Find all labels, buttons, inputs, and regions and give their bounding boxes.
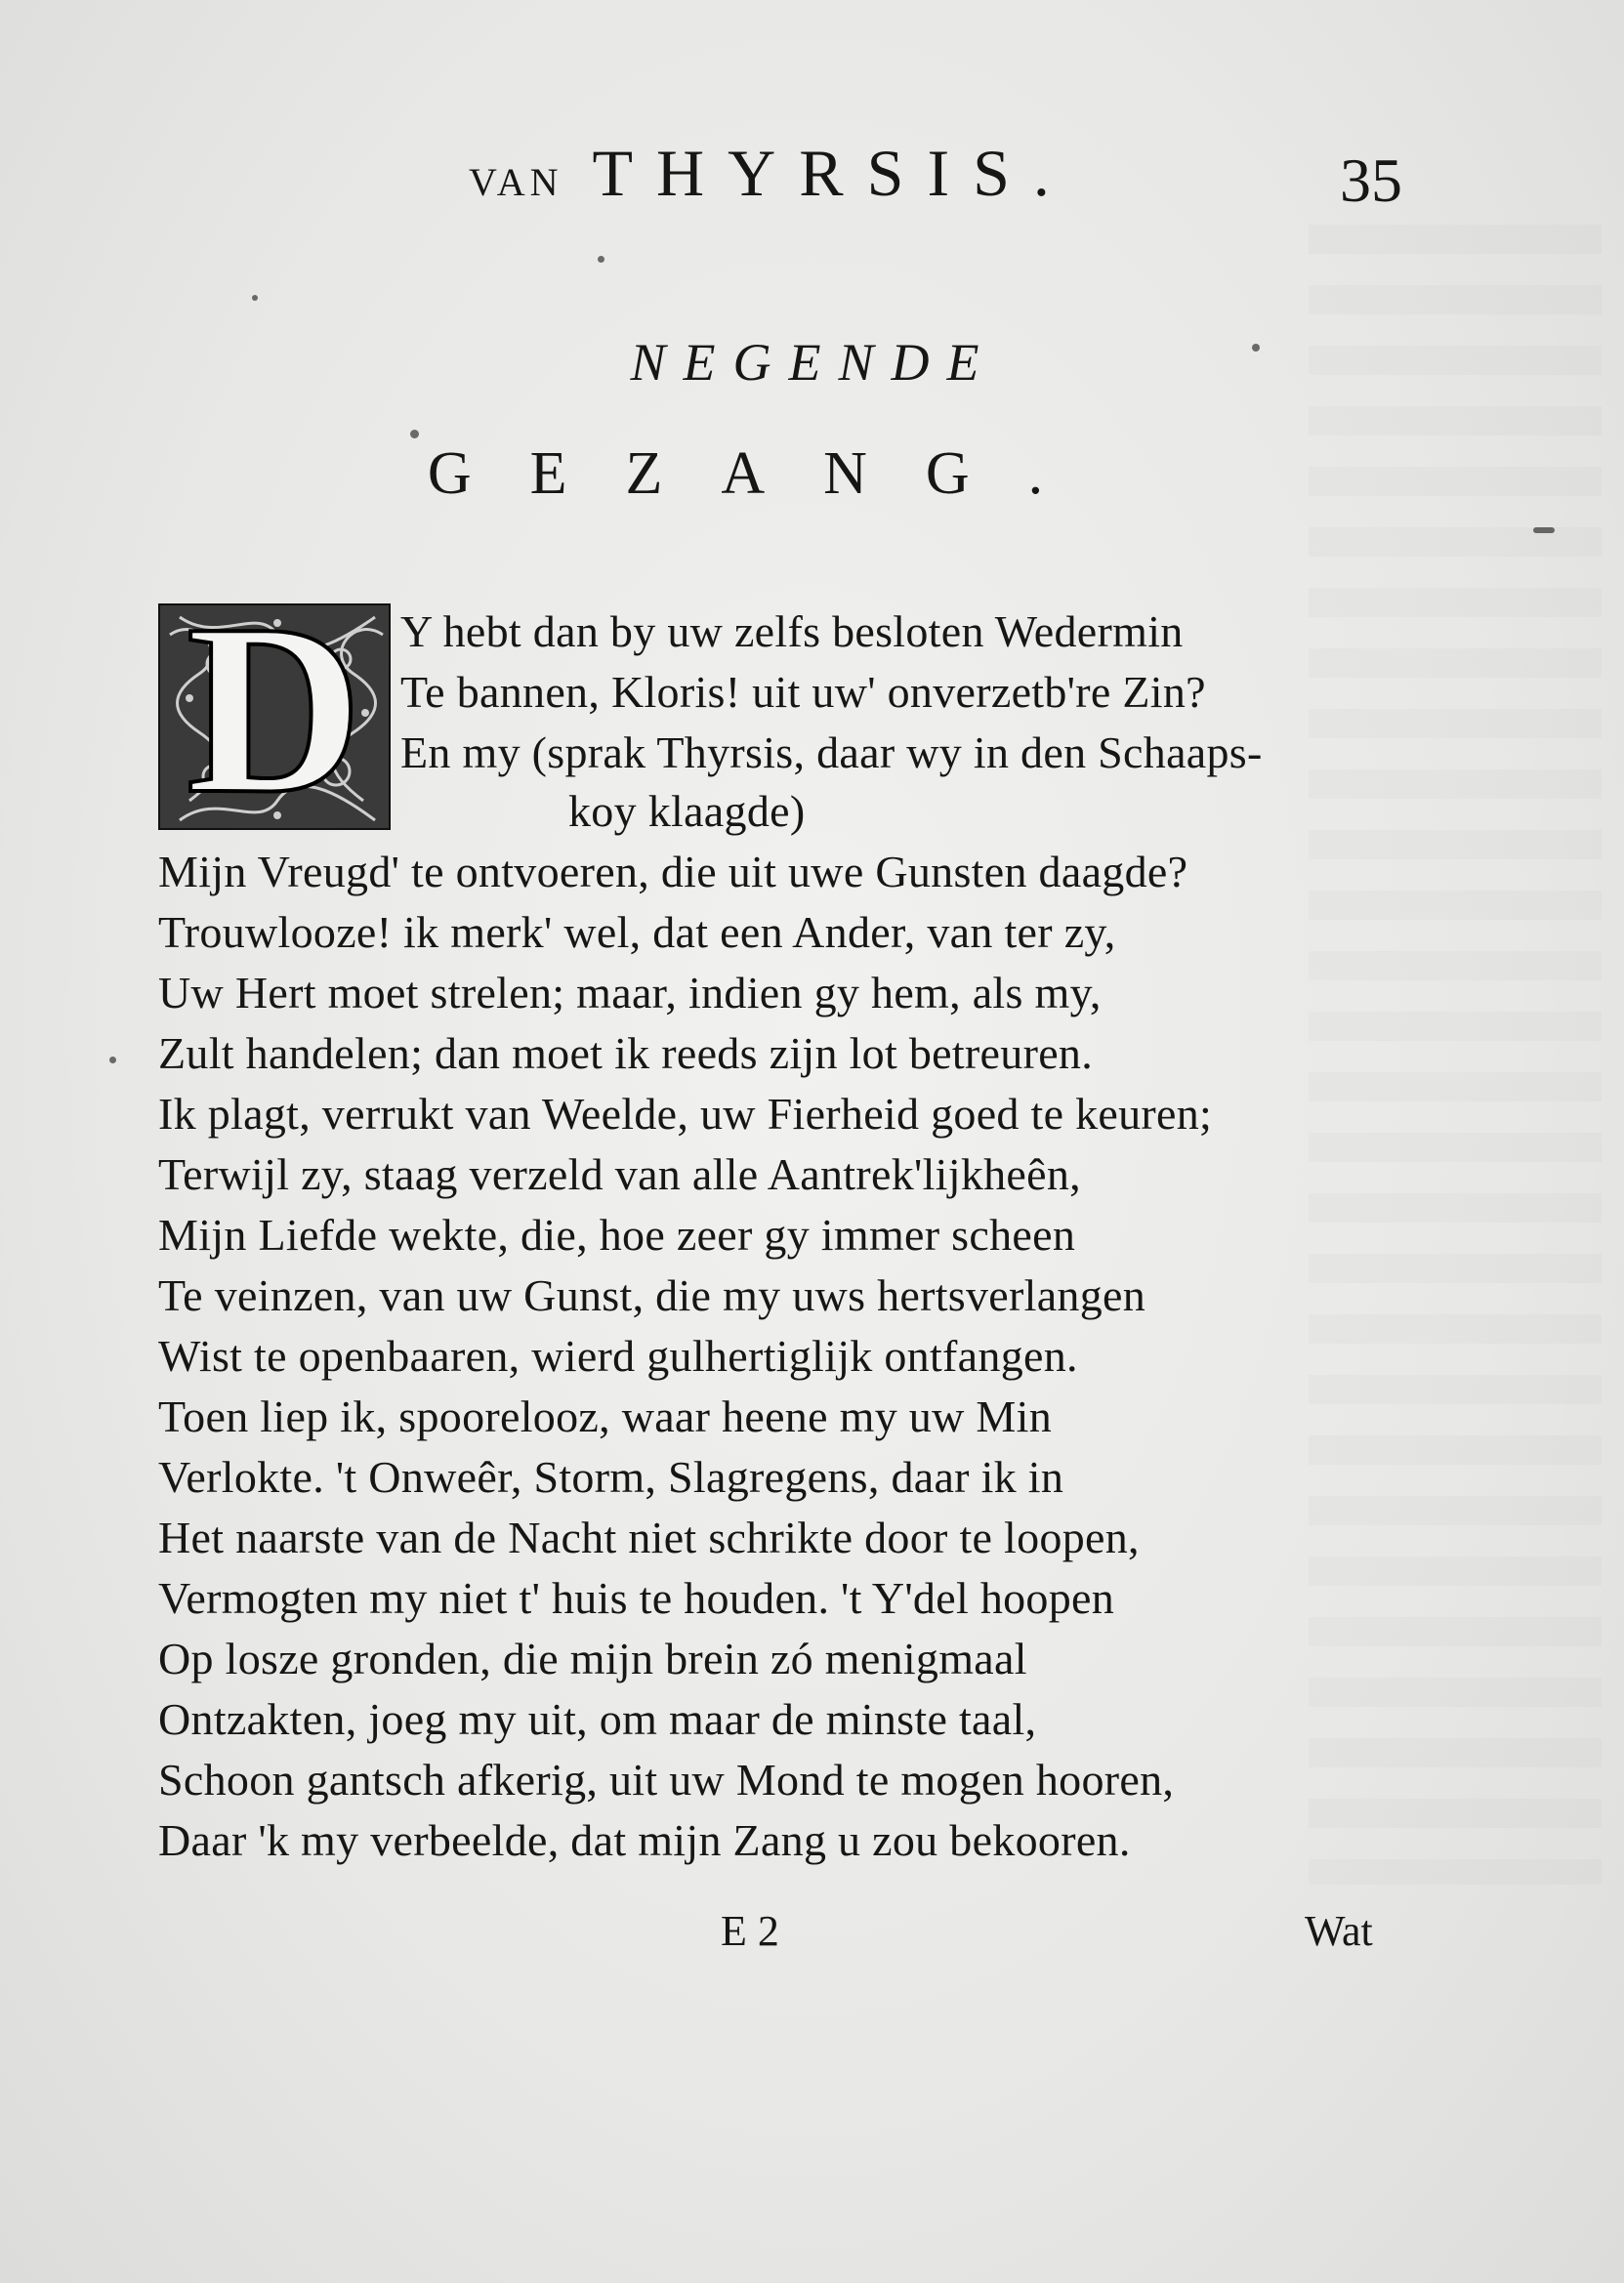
drop-cap-letter: D: [186, 603, 363, 830]
poem-line: Te veinzen, van uw Gunst, die my uws hertsverlangen: [158, 1270, 1146, 1320]
poem-line: En my (sprak Thyrsis, daar wy in den Schaaps-: [400, 727, 1263, 777]
poem-line: Terwijl zy, staag verzeld van alle Aantrek'lijkheên,: [158, 1149, 1081, 1199]
ink-speck: [252, 295, 258, 301]
running-head-name: THYRSIS.: [592, 136, 1073, 210]
section-title-line2: GEZANG.: [427, 440, 1103, 507]
poem-line: Wist te openbaaren, wierd gulhertiglijk ontfangen.: [158, 1331, 1078, 1381]
poem-line: Ontzakten, joeg my uit, om maar de minste taal,: [158, 1694, 1037, 1744]
ink-speck: [1252, 344, 1260, 352]
ink-speck: [410, 430, 419, 438]
poem-line: koy klaagde): [568, 786, 806, 836]
poem-line: Mijn Liefde wekte, die, hoe zeer gy immer scheen: [158, 1210, 1076, 1260]
poem-line: Schoon gantsch afkerig, uit uw Mond te mogen hooren,: [158, 1755, 1175, 1805]
poem-line: Vermogten my niet t' huis te houden. 't Y'del hoopen: [158, 1573, 1115, 1623]
running-head: [469, 135, 1073, 212]
poem-line: Y hebt dan by uw zelfs besloten Wedermin: [400, 606, 1184, 656]
poem-line: Trouwlooze! ik merk' wel, dat een Ander, van ter zy,: [158, 907, 1116, 957]
poem-line: Uw Hert moet strelen; maar, indien gy hem, als my,: [158, 968, 1102, 1017]
ink-speck: [109, 1057, 116, 1063]
poem-line: Mijn Vreugd' te ontvoeren, die uit uwe Gunsten daagde?: [158, 847, 1188, 896]
signature-mark: E 2: [721, 1907, 779, 1955]
ink-speck: [598, 256, 604, 263]
poem-line: Verlokte. 't Onweêr, Storm, Slagregens, daar ik in: [158, 1452, 1064, 1502]
poem-line: Daar 'k my verbeelde, dat mijn Zang u zou bekooren.: [158, 1815, 1131, 1865]
poem-line: Te bannen, Kloris! uit uw' onverzetb're Zin?: [400, 667, 1206, 717]
page-number: 35: [1340, 145, 1402, 215]
catchword: Wat: [1305, 1907, 1373, 1955]
ornamental-drop-cap: [158, 603, 391, 830]
section-title-line1: NEGENDE: [630, 333, 997, 392]
poem-line: Zult handelen; dan moet ik reeds zijn lot betreuren.: [158, 1028, 1094, 1078]
poem-line: Ik plagt, verrukt van Weelde, uw Fierheid goed te keuren;: [158, 1089, 1213, 1139]
poem-line: Het naarste van de Nacht niet schrikte door te loopen,: [158, 1513, 1140, 1562]
running-head-prefix: VAN: [469, 160, 563, 204]
ink-speck: [1533, 527, 1555, 533]
poem-line: Op losze gronden, die mijn brein zó menigmaal: [158, 1634, 1027, 1683]
poem-line: Toen liep ik, spoorelooz, waar heene my uw Min: [158, 1391, 1052, 1441]
